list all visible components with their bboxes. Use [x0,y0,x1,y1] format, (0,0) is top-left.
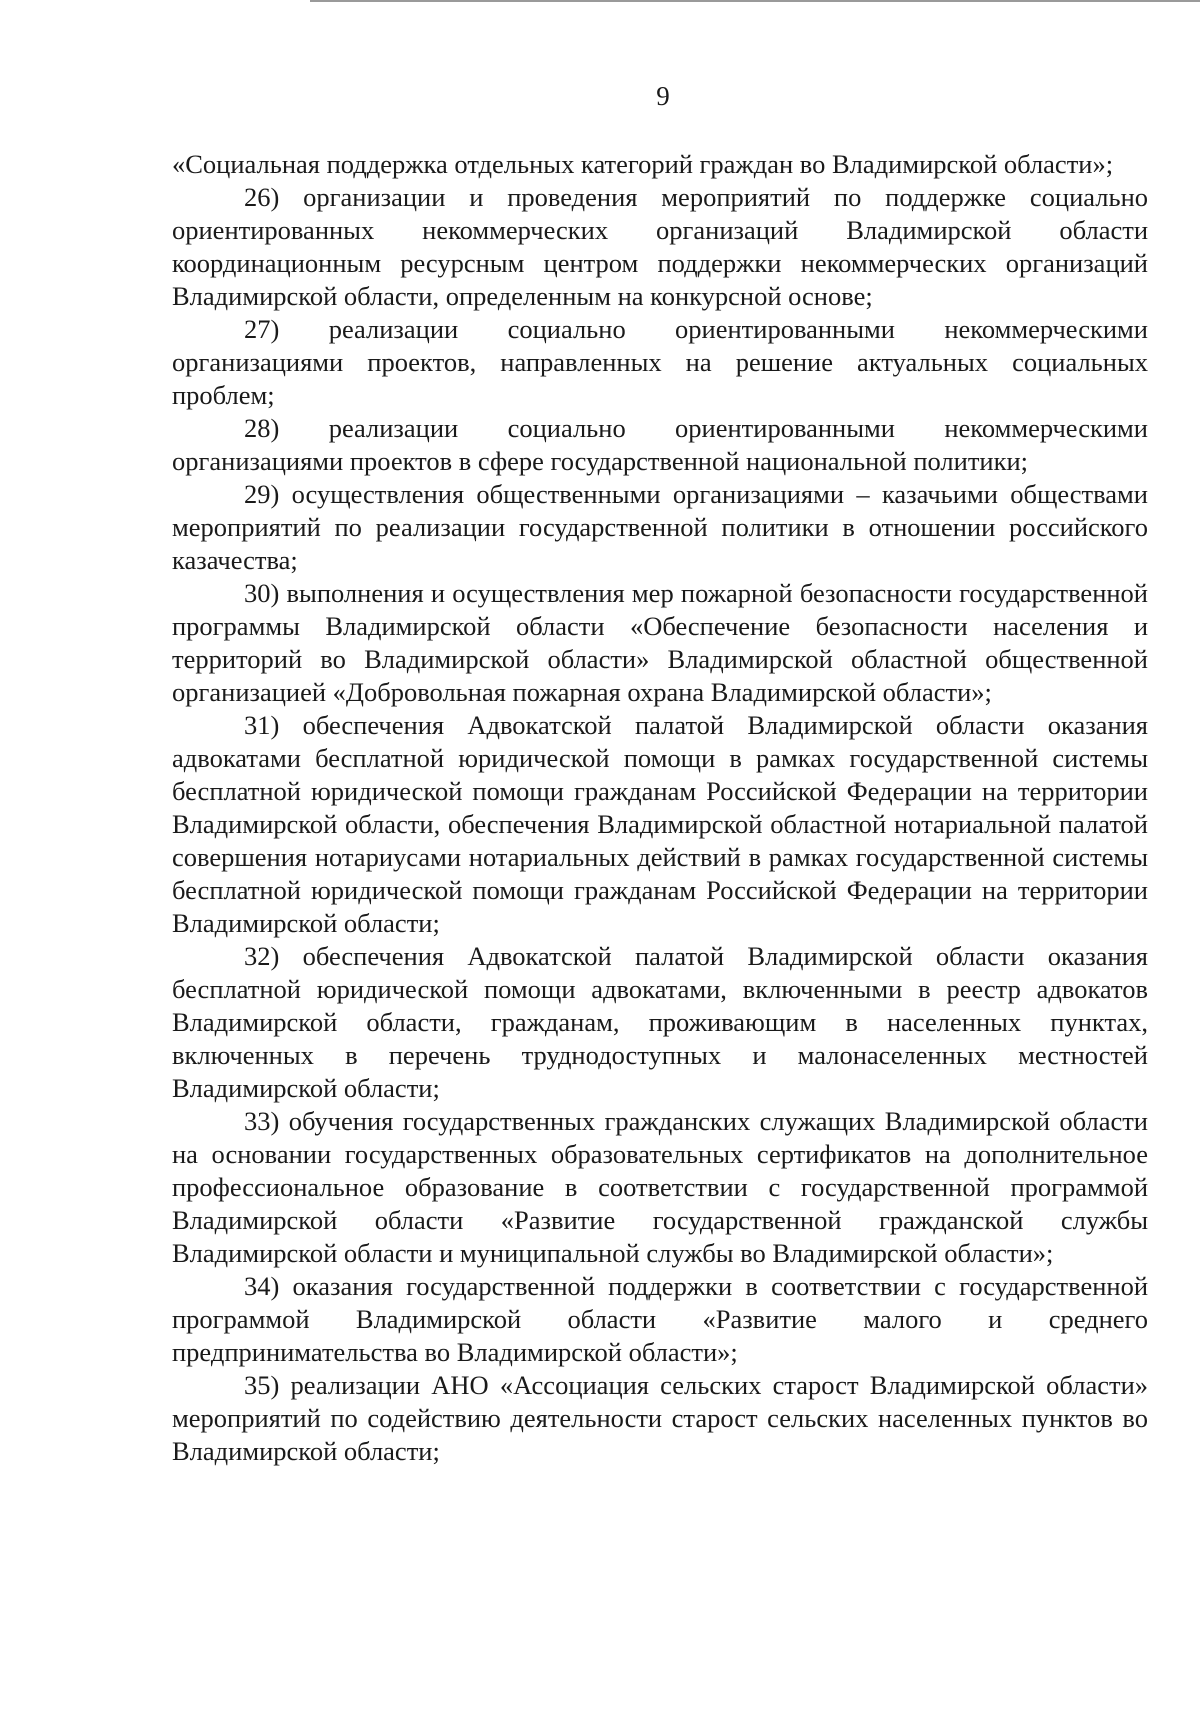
paragraph-item-27: 27) реализации социально ориентированными некоммерческими организациями проектов, направленных на решение актуальных социальных проблем; [172,314,1148,410]
paragraph-item-31: 31) обеспечения Адвокатской палатой Владимирской области оказания адвокатами бесплатной юридической помощи в рамках государственной системы бесплатной юридической помощи гражданам Российской Федерации на территории Владимирской области, обеспечения Владимирской областной нотариальной палатой совершения нотариусами нотариальных действий в рамках государственной системы бесплатной юридической помощи гражданам Российской Федерации на территории Владимирской области; [172,710,1148,938]
paragraph-item-28: 28) реализации социально ориентированными некоммерческими организациями проектов в сфере государственной национальной политики; [172,413,1148,476]
paragraph-item-34: 34) оказания государственной поддержки в соответствии с государственной программой Владимирской области «Развитие малого и среднего предпринимательства во Владимирской области»; [172,1271,1148,1367]
paragraph-item-32: 32) обеспечения Адвокатской палатой Владимирской области оказания бесплатной юридической помощи адвокатами, включенными в реестр адвокатов Владимирской области, гражданам, проживающим в населенных пунктах, включенных в перечень труднодоступных и малонаселенных местностей Владимирской области; [172,941,1148,1103]
paragraph-item-30: 30) выполнения и осуществления мер пожарной безопасности государственной программы Владимирской области «Обеспечение безопасности населения и территорий во Владимирской области» Владимирской областной общественной организацией «Добровольная пожарная охрана Владимирской области»; [172,578,1148,707]
paragraph-item-33: 33) обучения государственных гражданских служащих Владимирской области на основании государственных образовательных сертификатов на дополнительное профессиональное образование в соответствии с государственной программой Владимирской области «Развитие государственной гражданской службы Владимирской области и муниципальной службы во Владимирской области»; [172,1106,1148,1268]
paragraph-continuation: «Социальная поддержка отдельных категорий граждан во Владимирской области»; [172,149,1114,179]
paragraph-item-29: 29) осуществления общественными организациями – казачьими обществами мероприятий по реализации государственной политики в отношении российского казачества; [172,479,1148,575]
paragraph-item-26: 26) организации и проведения мероприятий по поддержке социально ориентированных некоммерческих организаций Владимирской области координационным ресурсным центром поддержки некоммерческих организаций Владимирской области, определенным на конкурсной основе; [172,182,1148,311]
page-number: 9 [656,81,670,111]
paragraph-item-35: 35) реализации АНО «Ассоциация сельских старост Владимирской области» мероприятий по содействию деятельности старост сельских населенных пунктов во Владимирской области; [172,1370,1148,1466]
top-border-line [310,0,1200,2]
document-body [172,148,1148,1468]
